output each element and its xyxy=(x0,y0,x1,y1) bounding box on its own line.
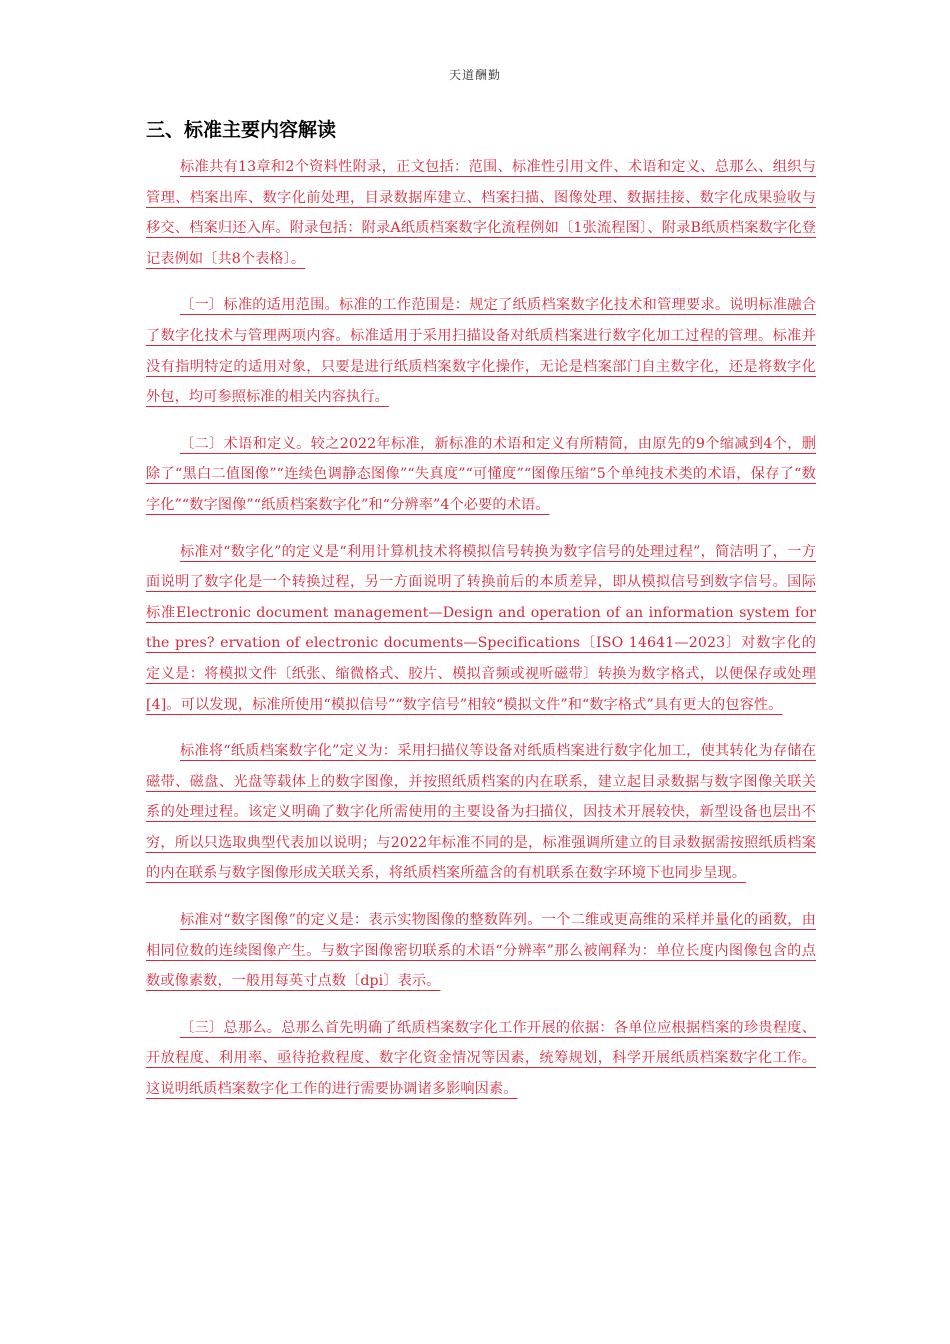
section-title: 三、标准主要内容解读 xyxy=(146,119,337,141)
paragraph-digitization-definition: 标准对“数字化”的定义是“利用计算机技术将模拟信号转换为数字信号的处理过程”，简洁明了，一方面说明了数字化是一个转换过程，另一方面说明了转换前后的本质差异，即从模拟信号到数字信号。国际标准Electronic document management—Design and operation of an information system for the pres? ervation of electronic documents—Specifications〔ISO 14641—2023〕对数字化的定义是：将模拟文件〔纸张、缩微格式、胶片、模拟音频或视听磁带〕转换为数字格式，以便保存或处理[4]。可以发现，标准所使用“模拟信号”“数字信号”相较“模拟文件”和“数字格式”具有更大的包容性。 xyxy=(146,543,816,713)
document-body xyxy=(146,152,816,1121)
paragraph-scope: 〔一〕标准的适用范围。标准的工作范围是：规定了纸质档案数字化技术和管理要求。说明标准融合了数字化技术与管理两项内容。标准适用于采用扫描设备对纸质档案进行数字化加工过程的管理。标准并没有指明特定的适用对象，只要是进行纸质档案数字化操作，无论是档案部门自主数字化，还是将数字化外包，均可参照标准的相关内容执行。 xyxy=(146,297,816,406)
paragraph-overview: 标准共有13章和2个资料性附录，正文包括：范围、标准性引用文件、术语和定义、总那么、组织与管理、档案出库、数字化前处理，目录数据库建立、档案扫描、图像处理、数据挂接、数字化成果验收与移交、档案归还入库。附录包括：附录A纸质档案数字化流程例如〔1张流程图〕、附录B纸质档案数字化登记表例如〔共8个表格〕。 xyxy=(146,159,816,267)
paragraph-digital-image: 标准对“数字图像”的定义是：表示实物图像的整数阵列。一个二维或更高维的采样并量化的函数，由相同位数的连续图像产生。与数字图像密切联系的术语“分辨率”那么被阐释为：单位长度内图像包含的点数或像素数，一般用每英寸点数〔dpi〕表示。 xyxy=(146,912,816,990)
paragraph-terms: 〔二〕术语和定义。较之2022年标准，新标准的术语和定义有所精简，由原先的9个缩减到4个，删除了“黑白二值图像”“连续色调静态图像”“失真度”“可懂度”“图像压缩”5个单纯技术类的术语，保存了“数字化”“数字图像”“纸质档案数字化”和“分辨率”4个必要的术语。 xyxy=(146,435,816,513)
paragraph-general-principles: 〔三〕总那么。总那么首先明确了纸质档案数字化工作开展的依据：各单位应根据档案的珍贵程度、开放程度、利用率、亟待抢救程度、数字化资金情况等因素，统筹规划，科学开展纸质档案数字化工作。这说明纸质档案数字化工作的进行需要协调诸多影响因素。 xyxy=(146,1019,816,1098)
paragraph-paper-archive-digitization: 标准将“纸质档案数字化”定义为：采用扫描仪等设备对纸质档案进行数字化加工，使其转化为存储在磁带、磁盘、光盘等载体上的数字图像，并按照纸质档案的内在联系，建立起目录数据与数字图像关联关系的处理过程。该定义明确了数字化所需使用的主要设备为扫描仪，因技术开展较快，新型设备也层出不穷，所以只选取典型代表加以说明；与2022年标准不同的是，标准强调所建立的目录数据需按照纸质档案的内在联系与数字图像形成关联关系，将纸质档案所蕴含的有机联系在数字环境下也同步呈现。 xyxy=(146,743,816,882)
page-header: 天道酬勤 xyxy=(448,68,501,82)
